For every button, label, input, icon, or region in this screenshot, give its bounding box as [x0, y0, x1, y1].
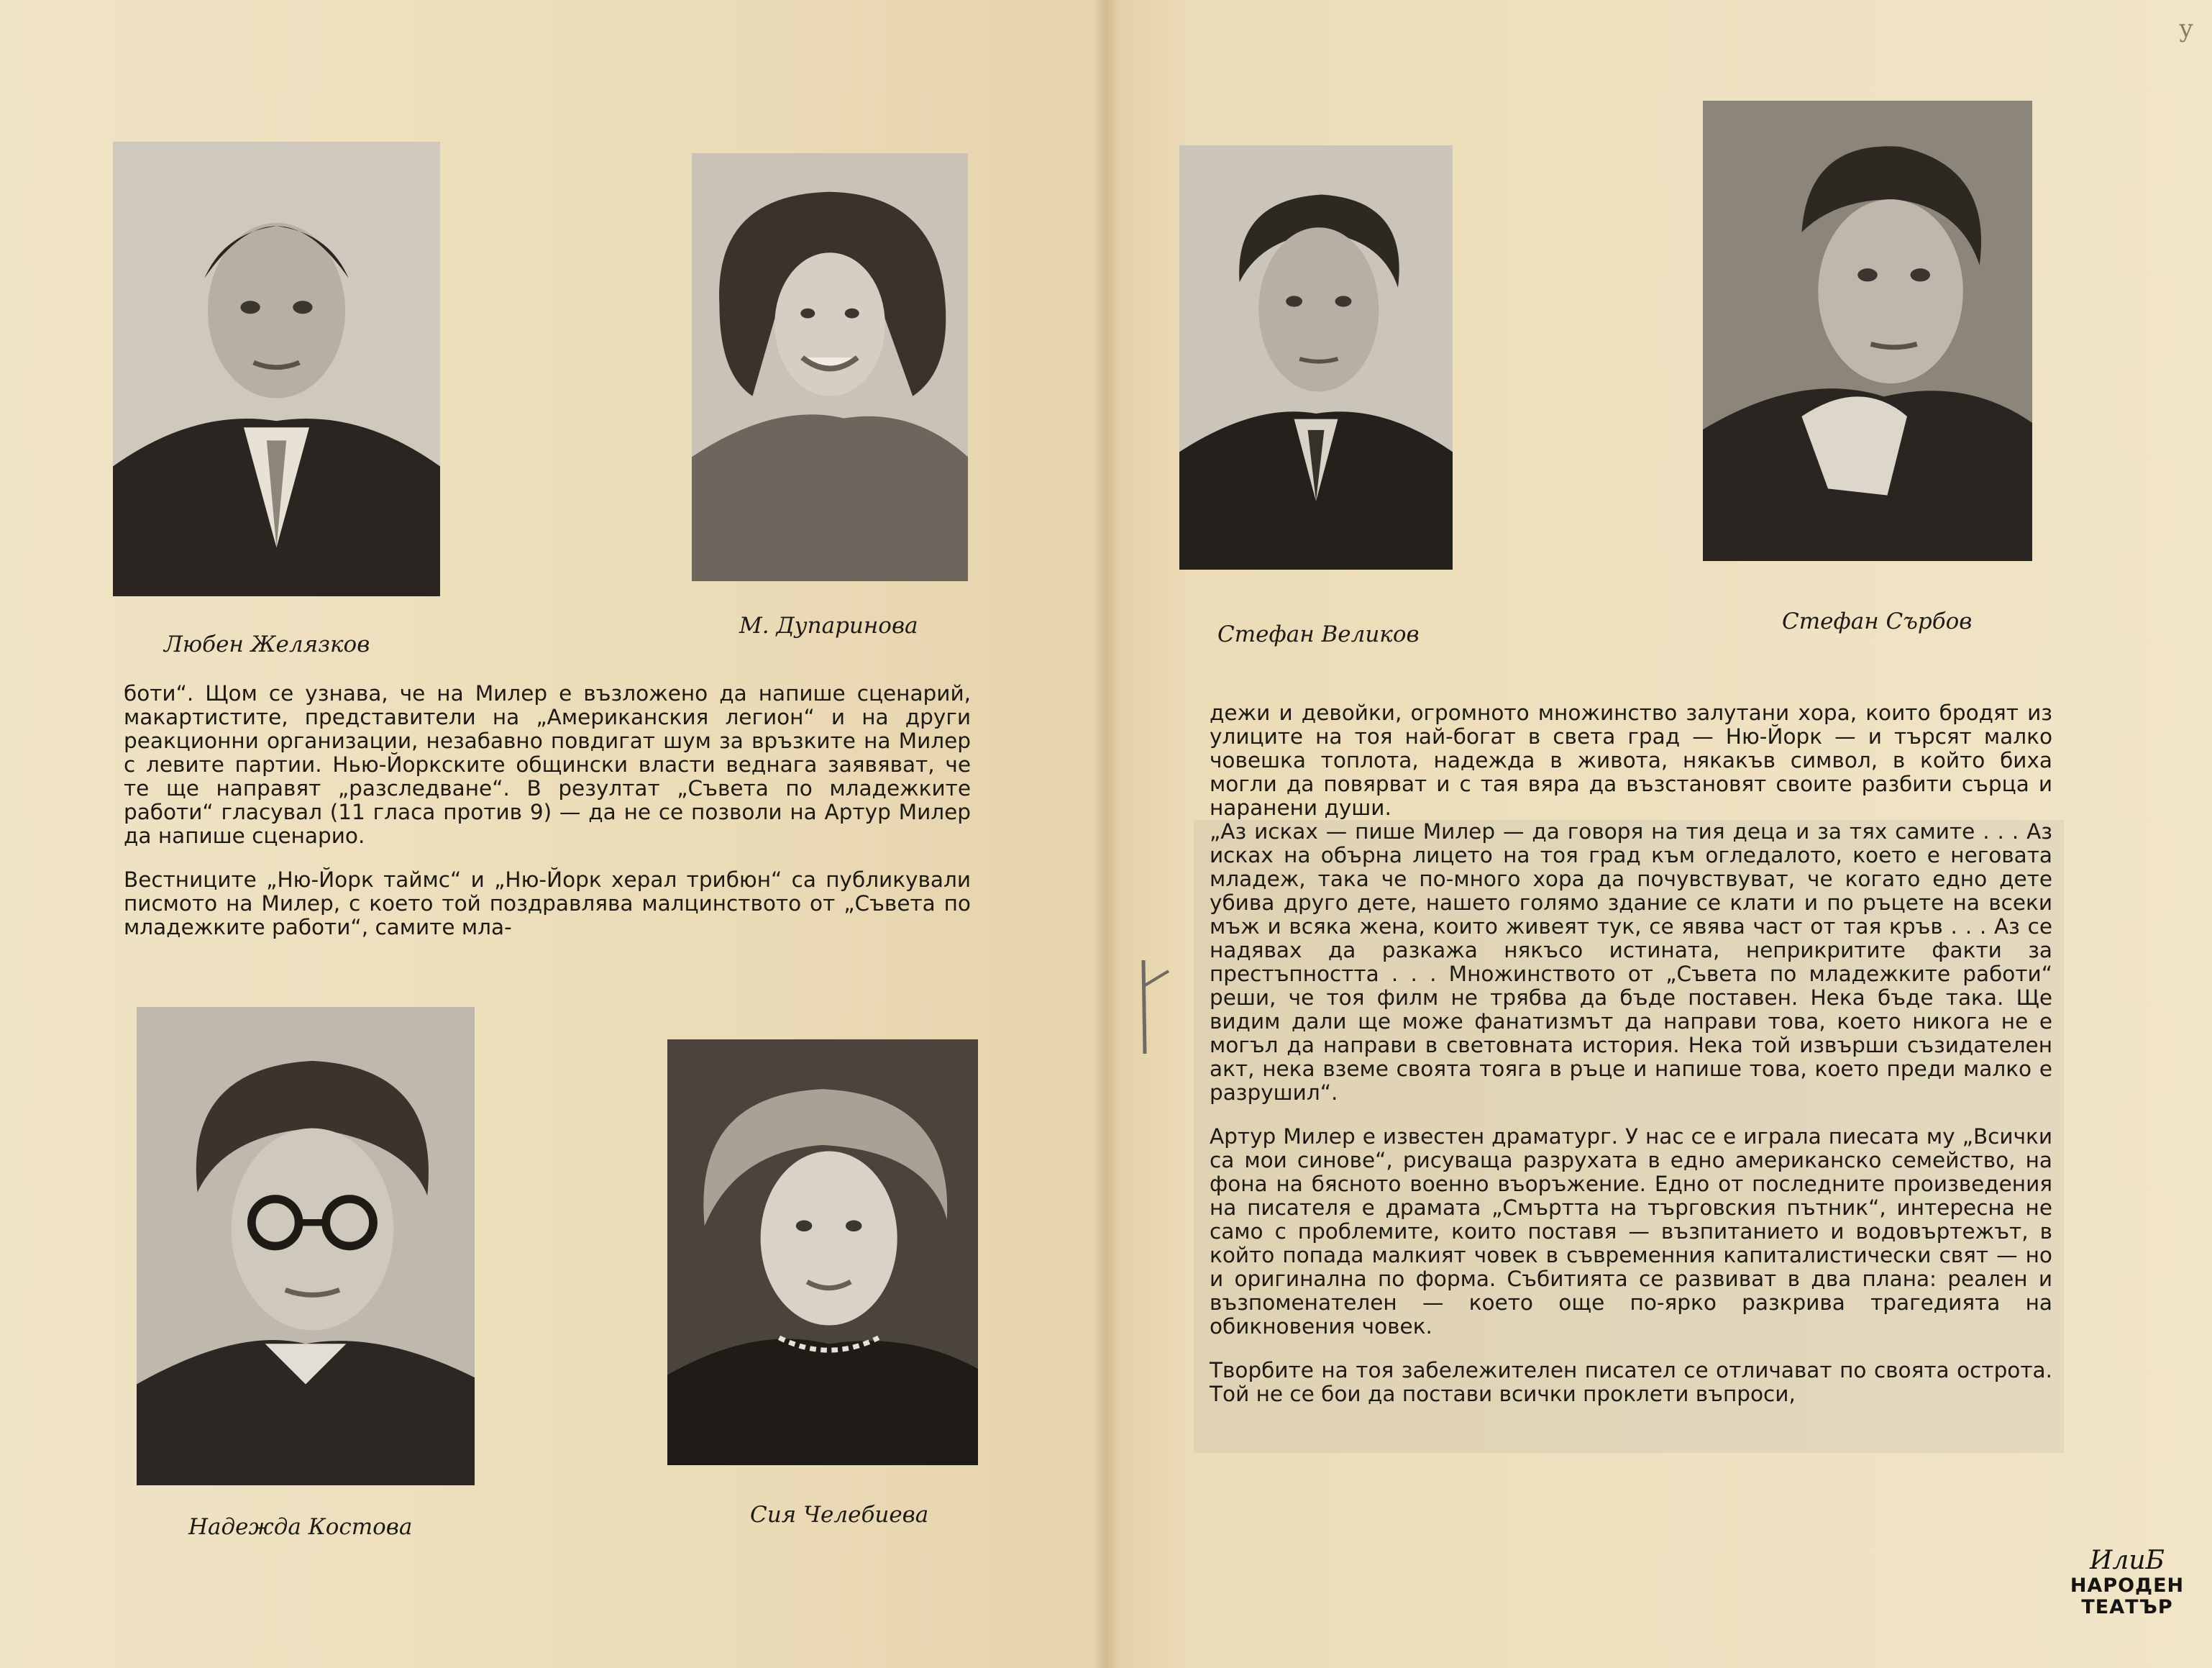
left-paragraph-2: Вестниците „Ню-Йорк таймс“ и „Ню-Йорк херал трибюн“ са публикували писмото на Милер, с което той поздравлява малцинството от „Съвета по младежките работи“, самите мла-	[124, 867, 971, 939]
logo-line-2: ТЕАТЪР	[2081, 1596, 2173, 1618]
portrait-photo-kostova	[137, 1007, 475, 1485]
caption-duparinova: М. Дупаринова	[739, 613, 918, 639]
staple	[1122, 957, 1172, 1057]
national-theatre-logo	[2057, 1546, 2198, 1633]
logo-script: ИлиБ	[2090, 1546, 2165, 1575]
portrait-photo-velikov	[1179, 145, 1453, 570]
right-paragraph-4: Творбите на тоя забележителен писател се отличават по своята острота. Той не се бои да постави всички проклети въпроси,	[1210, 1358, 2052, 1406]
portrait-photo-zhelyazkov	[113, 142, 440, 596]
portrait-photo-duparinova	[692, 153, 968, 581]
corner-handwritten-mark: у	[2179, 14, 2194, 43]
right-paragraph-2: „Аз исках — пише Милер — да говоря на тия деца и за тях самите . . . Аз исках на обърна лицето на тоя град към огледалото, което е неговата младеж, така че по-много хора да почувствуват, че когато едно дете убива друго дете, нашето голямо здание се клати и по ръцете на всеки мъж и всяка жена, които живеят тук, се явява част от тая кръв . . . Аз се надявах да разкажа някъсо истината, неприкритите факти за престъпността . . . Множинството от „Съвета по младежките работи“ реши, че тоя филм не трябва да бъде поставен. Нека бъде така. Ще видим дали ще може фанатизмът да направи това, което никога не е могъл да направи в световната история. Нека той извърши съзидателен акт, нека вземе своята тояга в ръце и напише това, което преди малко е разрушил“.	[1210, 819, 2052, 1105]
caption-sarbov: Стефан Сърбов	[1782, 609, 1973, 634]
logo-line-1: НАРОДЕН	[2070, 1574, 2185, 1597]
left-page-text	[124, 682, 971, 939]
page-gutter	[1093, 0, 1119, 1668]
caption-chelebieva: Сия Челебиева	[750, 1502, 929, 1528]
portrait-photo-sarbov	[1703, 101, 2032, 561]
caption-zhelyazkov: Любен Желязков	[164, 632, 370, 657]
right-page-text	[1210, 701, 2052, 1406]
right-paragraph-3: Артур Милер е известен драматург. У нас се е играла пиесата му „Всички са мои синове“, рисуваща разрухата в едно американско семейство, на фона на бясното военно въоръжение. Едно от последните произведения на писателя е драмата „Смъртта на търговския пътник“, интересна не само с проблемите, които поставя — възпитанието и водовъртежът, в който попада малкият човек в съвременния капиталистически свят — но и оригинална по форма. Събитията се развиват в два плана: реален и възпоменателен — което още по-ярко разкрива трагедията на обикновения човек.	[1210, 1124, 2052, 1339]
caption-kostova: Надежда Костова	[188, 1514, 413, 1540]
right-paragraph-1: дежи и девойки, огромното множинство залутани хора, които бродят из улиците на тоя най-богат в света град — Ню-Йорк — и търсят малко човешка топлота, надежда в живота, някакъв символ, в който биха могли да повярват и с тая вяра да възстановят своите разбити сърца и наранени души.	[1210, 701, 2052, 820]
left-paragraph-1: боти“. Щом се узнава, че на Милер е възложено да напише сценарий, макартистите, представители на „Американския легион“ и на други реакционни организации, незабавно повдигат шум за връзките на Милер с левите партии. Нью-Йоркските общински власти веднага заявяват, че те ще направят „разследване“. В резултат „Съвета по младежките работи“ гласувал (11 гласа против 9) — да не се позволи на Артур Милер да напише сценарио.	[124, 681, 971, 848]
caption-velikov: Стефан Великов	[1217, 621, 1420, 647]
portrait-photo-chelebieva	[667, 1039, 978, 1465]
